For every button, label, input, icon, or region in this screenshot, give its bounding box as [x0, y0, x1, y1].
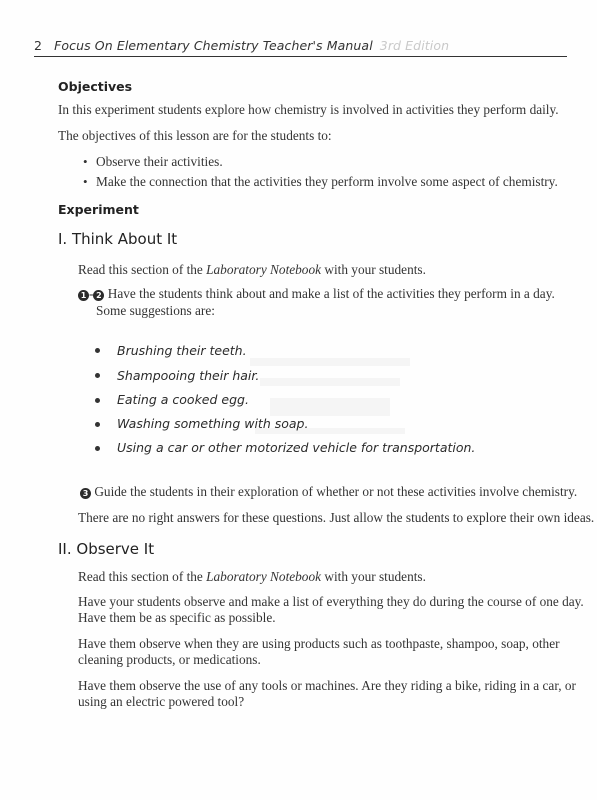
observe-paragraph-2-cont: cleaning products, or medications. [78, 652, 261, 667]
observe-paragraph-3-cont: using an electric powered tool? [78, 694, 245, 709]
notebook-title: Laboratory Notebook [206, 569, 322, 584]
read-text: Read this section of the [78, 262, 207, 277]
objectives-intro: In this experiment students explore how chemistry is involved in activities they perform daily. [58, 102, 559, 117]
observe-it-heading: II. Observe It [58, 540, 155, 558]
objective-item: Observe their activities. [96, 154, 223, 169]
observe-read-line [78, 569, 426, 585]
suggestion-item: Using a car or other motorized vehicle for transportation. [117, 440, 476, 455]
bullet-dot [95, 446, 100, 451]
objectives-heading: Objectives [58, 79, 133, 94]
suggestion-item: Brushing their teeth. [117, 343, 247, 358]
step-separator: - [89, 286, 94, 301]
bullet-dot [95, 373, 100, 378]
think-read-line [78, 262, 426, 278]
observe-paragraph-2: Have them observe when they are using products such as toothpaste, shampoo, soap, other [78, 636, 560, 651]
objective-item: Make the connection that the activities they perform involve some aspect of chemistry. [96, 174, 558, 189]
step-3-line [80, 484, 577, 500]
step-1-2-line [78, 286, 555, 302]
think-note: There are no right answers for these questions. Just allow the students to explore their own ideas. [78, 510, 595, 525]
objectives-lead: The objectives of this lesson are for the students to: [58, 128, 332, 143]
suggestion-item: Washing something with soap. [117, 416, 309, 431]
book-title: Focus On Elementary Chemistry Teacher's Manual [54, 38, 373, 53]
suggestion-item: Shampooing their hair. [117, 368, 260, 383]
step-3-badge: 3 [80, 488, 91, 499]
observe-paragraph-1-cont: Have them be as specific as possible. [78, 610, 276, 625]
bullet-dot [95, 398, 100, 403]
step-1-badge: 1 [78, 290, 89, 301]
bullet-dot [95, 348, 100, 353]
observe-paragraph-3: Have them observe the use of any tools or machines. Are they riding a bike, riding in a car, or [78, 678, 576, 693]
read-text: Read this section of the [78, 569, 207, 584]
step-1-2-text-cont: Some suggestions are: [96, 303, 215, 318]
bullet-marker: • [83, 174, 88, 189]
bullet-dot [95, 422, 100, 427]
bullet-marker: • [83, 154, 88, 169]
running-header [34, 38, 567, 58]
suggestion-item: Eating a cooked egg. [117, 392, 249, 407]
observe-paragraph-1: Have your students observe and make a list of everything they do during the course of one day. [78, 594, 584, 609]
experiment-heading: Experiment [58, 202, 139, 217]
page-number: 2 [34, 38, 43, 53]
read-text-end: with your students. [321, 569, 426, 584]
step-2-badge: 2 [93, 290, 104, 301]
step-3-text: Guide the students in their exploration of whether or not these activities involve chemistry. [94, 484, 578, 499]
edition-label: 3rd Edition [379, 38, 450, 53]
step-1-2-text: Have the students think about and make a list of the activities they perform in a day. [107, 286, 555, 301]
header-rule [34, 56, 567, 57]
read-text-end: with your students. [321, 262, 426, 277]
think-about-it-heading: I. Think About It [58, 230, 178, 248]
notebook-title: Laboratory Notebook [206, 262, 322, 277]
